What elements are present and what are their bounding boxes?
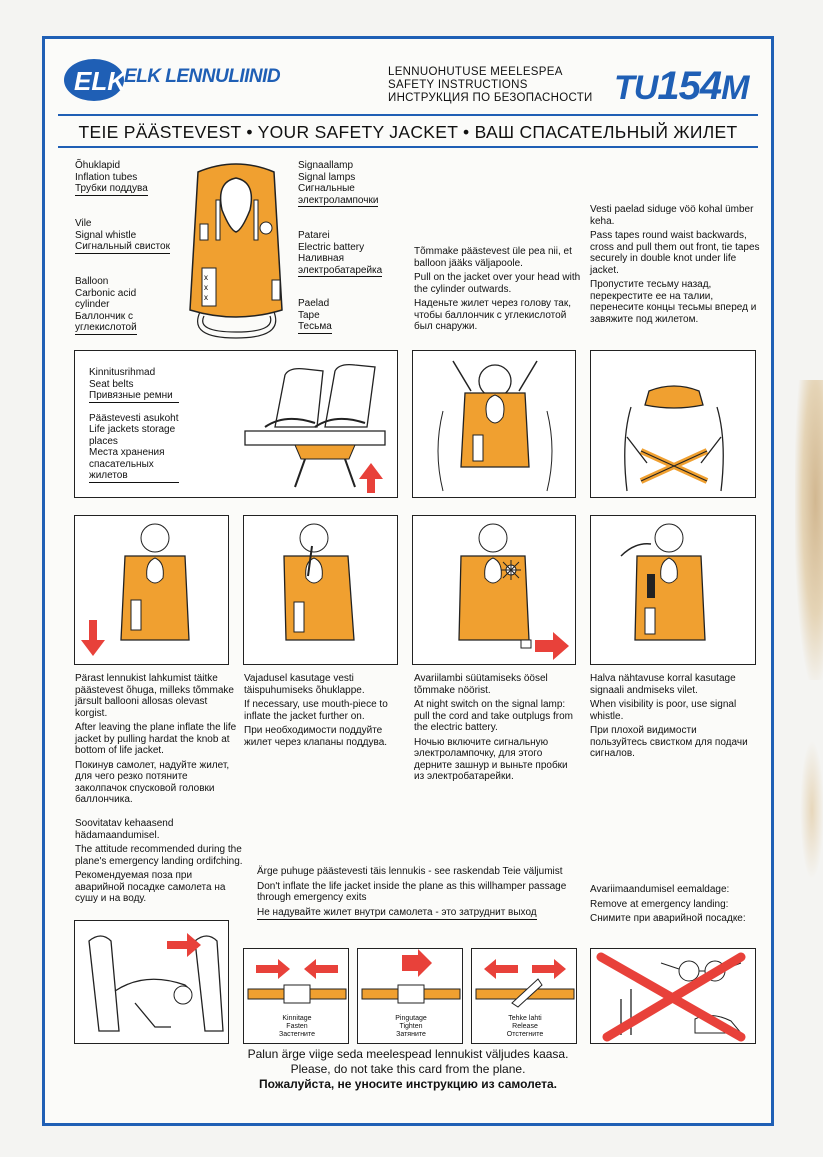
paper-stain <box>795 380 823 680</box>
label-balloon: Balloon Carbonic acid cylinder Баллончик с углекислотой <box>75 276 137 333</box>
belt-tighten-icon <box>358 949 463 1009</box>
aircraft-model <box>614 64 748 109</box>
header-line-ru: ИНСТРУКЦИЯ ПО БЕЗОПАСНОСТИ <box>388 92 593 104</box>
step-whistle-text: Halva nähtavuse korral kasutage signaali andmiseks vilet. When visibility is poor, use signal whistle. При плохой видимости пользуйтесь свистком для подачи сигналов. <box>590 673 748 759</box>
model-suffix: M <box>721 69 749 107</box>
logo-text: ELK <box>74 66 126 96</box>
footer-et: Palun ärge viige seda meelespead lennukist väljudes kaasa. <box>247 1047 569 1061</box>
storage-panel <box>74 350 398 498</box>
belt-fasten-label: Kinnitage Fasten Застегните <box>279 1015 315 1038</box>
svg-text:x: x <box>204 283 208 292</box>
header-line-en: SAFETY INSTRUCTIONS <box>388 79 528 91</box>
belt-fasten-icon <box>244 949 349 1009</box>
person-pulling-lamp-cord-icon <box>413 516 576 665</box>
step-mouthpiece-text: Vajadusel kasutage vesti täispuhumiseks õhuklappe. If necessary, use mouth-piece to inflate the jacket further on. При необходимости поддуйте жилет через клапаны поддува. <box>244 673 388 748</box>
remove-items-panel <box>590 948 756 1044</box>
header-divider <box>58 114 758 116</box>
person-inflating-vest-icon <box>75 516 229 665</box>
whistle-illustration <box>590 515 756 665</box>
step-dont-inflate-text: Ärge puhuge päästevesti täis lennukis - see raskendab Teie väljumist Don't inflate the life jacket inside the plane as this willhamper passage through emergency exits Не надувайте жилет внутри самолета - это затруднит выход <box>257 866 577 923</box>
header-line-et: LENNUOHUTUSE MEELESPEA <box>388 66 563 78</box>
label-signal-lamp: Signaallamp Signal lamps Сигнальные электролампочки <box>298 160 379 206</box>
mouthpiece-illustration <box>243 515 398 665</box>
brace-position-icon <box>75 921 229 1044</box>
footer-notice <box>58 1047 758 1092</box>
model-number: 154 <box>657 64 722 108</box>
person-blowing-tube-icon <box>244 516 398 665</box>
person-using-whistle-icon <box>591 516 756 665</box>
page-title: TEIE PÄÄSTEVEST • YOUR SAFETY JACKET • ВАШ СПАСАТЕЛЬНЫЙ ЖИЛЕТ <box>78 122 738 142</box>
step-remove-text: Avariimaandumisel eemaldage: Remove at emergency landing: Снимите при аварийной посадке: <box>590 884 746 924</box>
belt-fasten-panel <box>243 948 349 1044</box>
brand-name: ELK LENNULIINID <box>124 66 281 87</box>
model-prefix: TU <box>614 69 658 107</box>
belt-release-panel <box>471 948 577 1044</box>
storage-labels: Kinnitusrihmad Seat belts Привязные ремни Päästevesti asukoht Life jackets storage places Места хранения спасательных жилетов <box>89 367 179 481</box>
footer-en: Please, do not take this card from the plane. <box>290 1062 526 1076</box>
label-tape: Paelad Tape Тесьма <box>298 298 332 332</box>
inflate-illustration <box>74 515 229 665</box>
person-putting-on-vest-icon <box>413 351 576 498</box>
card-header <box>58 54 758 110</box>
seat-storage-icon <box>235 357 395 495</box>
elk-logo-icon <box>62 56 132 104</box>
put-on-illustration <box>412 350 576 498</box>
paper-stain-small <box>800 740 823 880</box>
brace-position-illustration <box>74 920 229 1044</box>
step-put-on-text: Tõmmake päästevest üle pea nii, et balloon jääks väljapoole. Pull on the jacket over your head with the cylinder outwards. Наденьте жилет через голову так, чтобы баллончик с углекислотой был снаружи. <box>414 246 581 332</box>
vest-diagram-icon <box>180 160 292 342</box>
step-tie-text: Vesti paelad siduge vöö kohal ümber keha. Pass tapes round waist backwards, cross and pull them out front, tie tapes securely in double knot under life jacket. Пропустите тесьму назад, перекрестите ее на талии, перенесите концы тесьмы вперед и завяжите под жилетом. <box>590 204 760 325</box>
lamp-illustration <box>412 515 576 665</box>
step-inflate-text: Pärast lennukist lahkumist täitke päästevest õhuga, milleks tõmmake järsult ballooni allosas olevast korgist. After leaving the plane inflate the life jacket by pulling hardat the knob at bottom of life jacket. Покинув самолет, надуйте жилет, для чего резко потяните заколпачок спусковой головки баллончика. <box>75 673 237 805</box>
svg-text:x: x <box>204 273 208 282</box>
remove-glasses-shoes-icon <box>591 949 756 1044</box>
label-battery: Patarei Electric battery Наливная электробатарейка <box>298 230 383 276</box>
svg-text:x: x <box>204 293 208 302</box>
label-inflation-tubes: Õhuklapid Inflation tubes Трубки поддува <box>75 160 148 194</box>
step-brace-text: Soovitatav kehaasend hädamaandumisel. The attitude recommended during the plane's emergency landing ordifching. Рекомендуемая поза при аварийной посадке самолета на сушу и на воду. <box>75 818 243 904</box>
title-divider <box>58 146 758 148</box>
label-signal-whistle: Vile Signal whistle Сигнальный свисток <box>75 218 170 252</box>
belt-tighten-label: Pingutage Tighten Затяните <box>395 1015 427 1038</box>
belt-release-label: Tehke lahti Release Отстегните <box>506 1015 544 1038</box>
person-tying-tapes-icon <box>591 351 756 498</box>
footer-ru: Пожалуйста, не уносите инструкцию из самолета. <box>259 1077 557 1091</box>
tie-illustration <box>590 350 756 498</box>
belt-release-icon <box>472 949 577 1009</box>
header-lines <box>388 66 593 105</box>
belt-tighten-panel <box>357 948 463 1044</box>
step-lamp-text: Avariilambi süütamiseks öösel tõmmake nöörist. At night switch on the signal lamp: pull the cord and take outplugs from the electric battery. Ночью включите сигнальную электролампочку, для этого дерните зашнур и выньте пробки из электробатарейки. <box>414 673 573 782</box>
